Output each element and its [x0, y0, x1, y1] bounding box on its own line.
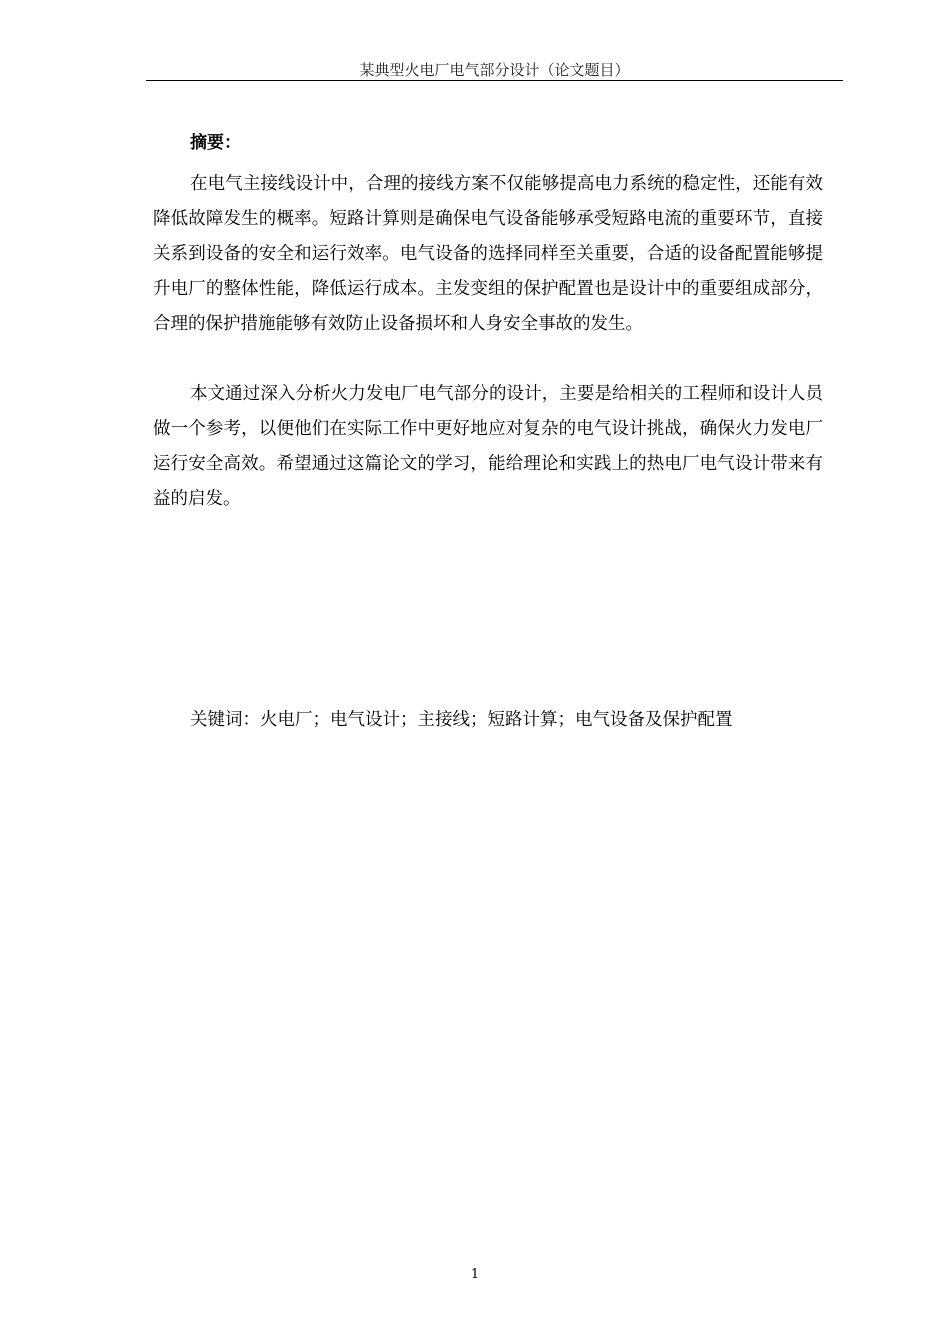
document-title: 某典型火电厂电气部分设计（论文题目） — [359, 61, 630, 79]
keywords-label: 关键词： — [190, 710, 260, 730]
abstract-paragraph: 在电气主接线设计中，合理的接线方案不仅能够提高电力系统的稳定性，还能有效降低故障发生的概率。短路计算则是确保电气设备能够承受短路电流的重要环节，直接关系到设备的安全和运行效率。电气设备的选择同样至关重要，合适的设备配置能够提升电厂的整体性能，降低运行成本。主发变组的保护配置也是设计中的重要组成部分，合理的保护措施能够有效防止设备损坏和人身安全事故的发生。 — [153, 174, 823, 334]
keywords-text: 火电厂；电气设计；主接线；短路计算；电气设备及保护配置 — [260, 710, 733, 730]
page-number: 1 — [470, 1267, 480, 1282]
abstract-paragraph: 本文通过深入分析火力发电厂电气部分的设计，主要是给相关的工程师和设计人员做一个参考，以便他们在实际工作中更好地应对复杂的电气设计挑战，确保火力发电厂运行安全高效。希望通过这篇论文的学习，能给理论和实践上的热电厂电气设计带来有益的启发。 — [153, 384, 823, 509]
keywords-line — [190, 706, 733, 734]
page-header — [146, 60, 843, 81]
abstract-heading: 摘要： — [190, 133, 241, 153]
